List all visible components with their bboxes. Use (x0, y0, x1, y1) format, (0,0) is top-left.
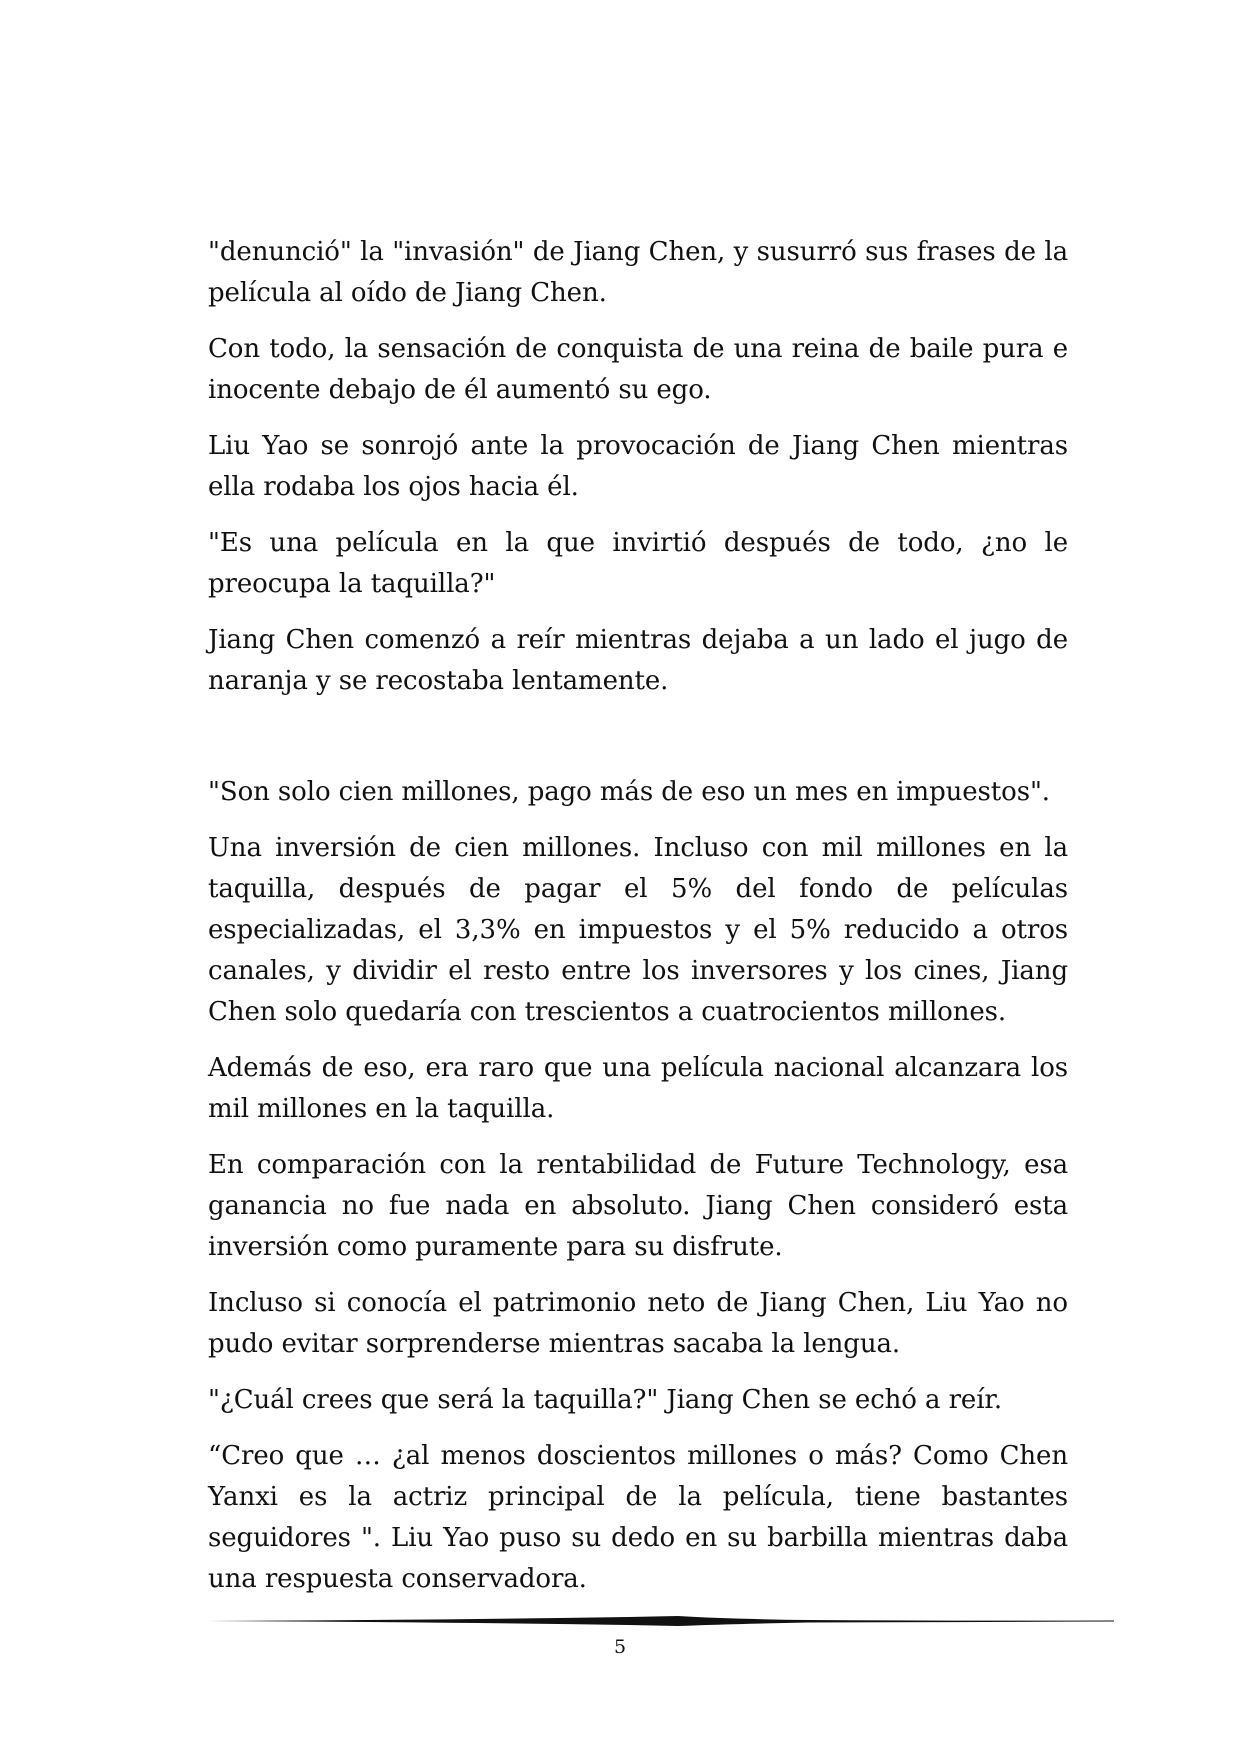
paragraph-11: "¿Cuál crees que será la taquilla?" Jiang Chen se echó a reír. (208, 1385, 1003, 1415)
paragraph-12: “Creo que … ¿al menos doscientos millones o más? Como Chen Yanxi es la actriz principal de la película, tiene bastantes seguidores ". Liu Yao puso su dedo en su barbilla mientras daba una respuesta conservadora. (208, 1441, 1068, 1594)
paragraph-3: Liu Yao se sonrojó ante la provocación de Jiang Chen mientras ella rodaba los ojos hacia él. (208, 431, 1068, 502)
paragraph-9: En comparación con la rentabilidad de Future Technology, esa ganancia no fue nada en absoluto. Jiang Chen consideró esta inversión como puramente para su disfrute. (208, 1150, 1068, 1262)
paragraph-4: "Es una película en la que invirtió después de todo, ¿no le preocupa la taquilla?" (208, 528, 1068, 599)
paragraph-6: "Son solo cien millones, pago más de eso un mes en impuestos". (208, 777, 1050, 807)
paragraph-5: Jiang Chen comenzó a reír mientras dejaba a un lado el jugo de naranja y se recostaba lentamente. (208, 625, 1068, 696)
paragraph-2: Con todo, la sensación de conquista de una reina de baile pura e inocente debajo de él aumentó su ego. (208, 334, 1068, 405)
page-body (208, 232, 1068, 1615)
footer-divider (208, 1615, 1114, 1627)
paragraph-1: "denunció" la "invasión" de Jiang Chen, y susurró sus frases de la película al oído de Jiang Chen. (208, 237, 1068, 308)
paragraph-7: Una inversión de cien millones. Incluso con mil millones en la taquilla, después de pagar el 5% del fondo de películas especializadas, el 3,3% en impuestos y el 5% reducido a otros canales, y dividir el resto entre los inversores y los cines, Jiang Chen solo quedaría con trescientos a cuatrocientos millones. (208, 833, 1068, 1027)
page-number: 5 (613, 1636, 627, 1658)
paragraph-8: Además de eso, era raro que una película nacional alcanzara los mil millones en la taquilla. (208, 1053, 1068, 1124)
footer-divider-stroke (208, 1616, 1114, 1626)
paragraph-10: Incluso si conocía el patrimonio neto de Jiang Chen, Liu Yao no pudo evitar sorprenderse mientras sacaba la lengua. (208, 1288, 1068, 1359)
